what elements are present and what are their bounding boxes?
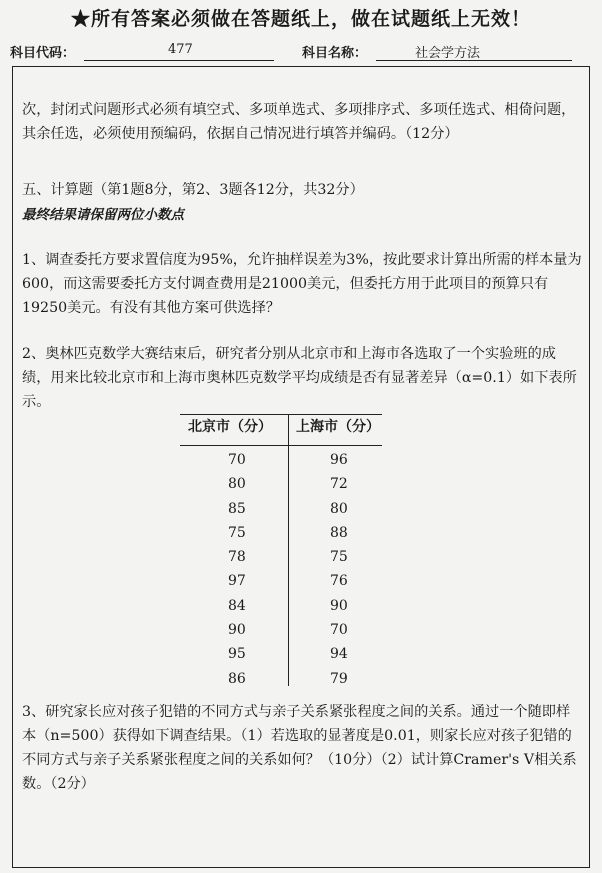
section5-note: 最终结果请保留两位小数点 <box>22 207 184 223</box>
subject-name-label: 科目名称： <box>302 46 368 61</box>
section5-title: 五、计算题（第1题8分，第2、3题各12分，共32分） <box>22 182 364 198</box>
table-header-beijing: 北京市（分） <box>188 419 272 435</box>
table-cell-shanghai: 70 <box>330 622 348 639</box>
table-cell-shanghai: 88 <box>330 524 348 541</box>
subject-name-value: 社会学方法 <box>415 46 481 61</box>
table-cell-beijing: 78 <box>228 549 246 566</box>
table-cell-shanghai: 94 <box>330 646 348 663</box>
table-cell-beijing: 90 <box>228 622 246 639</box>
beijing-column <box>228 448 288 691</box>
table-cell-shanghai: 96 <box>330 452 348 468</box>
continued-paragraph: 次，封闭式问题形式必须有填空式、多项单选式、多项排序式、多项任选式、相倚问题，其余任选，必须使用预编码，依据自己情况进行填答并编码。（12分） <box>22 102 576 142</box>
question-3: 3、研究家长应对孩子犯错的不同方式与亲子关系紧张程度之间的关系。通过一个随即样本（n=500）获得如下调查结果。（1）若选取的显著度是0.01，则家长应对孩子犯错的不同方式与亲子关系紧张程度之间的关系如何？（10分）（2）试计算Cramer's V相关系数。（2分） <box>22 704 577 792</box>
table-cell-shanghai: 79 <box>330 670 348 687</box>
subject-name-underline <box>376 60 572 61</box>
table-cell-beijing: 70 <box>228 452 246 468</box>
table-cell-beijing: 84 <box>228 597 246 614</box>
table-cell-shanghai: 80 <box>330 500 348 517</box>
exam-notice: ★所有答案必须做在答题纸上，做在试题纸上无效！ <box>70 8 531 30</box>
table-header-rule <box>180 445 382 446</box>
table-cell-shanghai: 90 <box>330 597 348 614</box>
subject-code-underline <box>84 60 274 61</box>
table-cell-beijing: 85 <box>228 500 246 517</box>
shanghai-column <box>330 448 390 691</box>
subject-code-value: 477 <box>168 42 193 57</box>
table-cell-beijing: 75 <box>228 524 246 541</box>
table-cell-shanghai: 72 <box>330 476 348 493</box>
table-cell-beijing: 95 <box>228 646 246 663</box>
table-cell-beijing: 86 <box>228 670 246 687</box>
question-2: 2、奥林匹克数学大赛结束后，研究者分别从北京市和上海市各选取了一个实验班的成绩，用来比较北京市和上海市奥林匹克数学平均成绩是否有显著差异（α=0.1）如下表所示。 <box>22 346 577 410</box>
table-header-shanghai: 上海市（分） <box>296 419 380 435</box>
subject-code-label: 科目代码： <box>10 46 76 61</box>
table-cell-beijing: 97 <box>228 573 246 590</box>
table-cell-beijing: 80 <box>228 476 246 493</box>
table-cell-shanghai: 76 <box>330 573 348 590</box>
question-1: 1、调查委托方要求置信度为95%，允许抽样误差为3%，按此要求计算出所需的样本量为600，而这需要委托方支付调查费用是21000美元，但委托方用于此项目的预算只有19250美元。有没有其他方案可供选择？ <box>22 252 582 316</box>
subject-row <box>10 40 595 62</box>
table-cell-shanghai: 75 <box>330 549 348 566</box>
table-divider <box>288 414 289 686</box>
